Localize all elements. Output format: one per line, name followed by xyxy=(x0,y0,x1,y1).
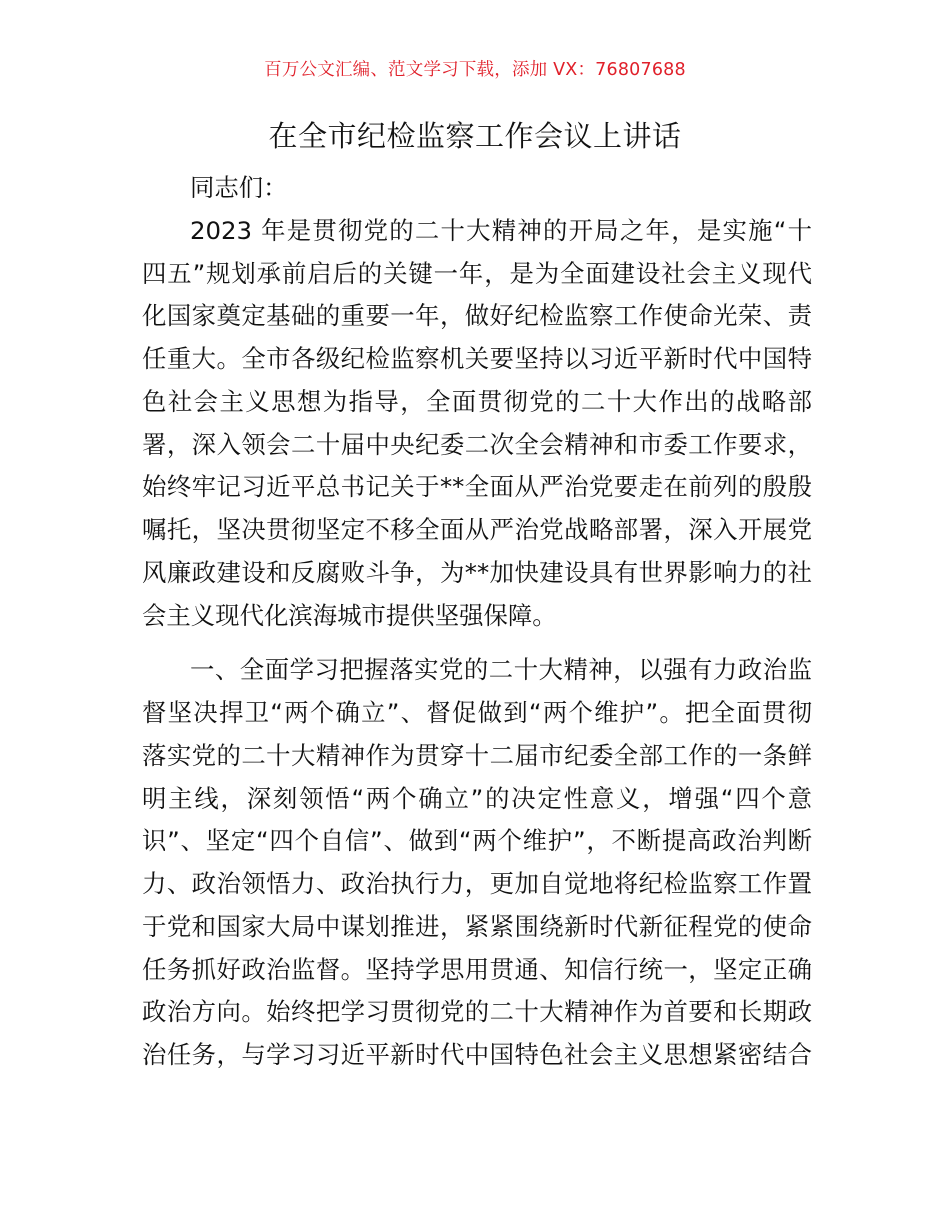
paragraph-line: 识”、坚定“四个自信”、做到“两个维护”，不断提高政治判断 xyxy=(142,826,812,856)
header-watermark-note: 百万公文汇编、范文学习下载，添加 VX：76807688 xyxy=(264,60,686,80)
paragraph-line: 任务抓好政治监督。坚持学思用贯通、知信行统一，坚定正确 xyxy=(142,954,812,984)
paragraph-line: 四五”规划承前启后的关键一年，是为全面建设社会主义现代 xyxy=(142,258,812,288)
paragraph-line: 于党和国家大局中谋划推进，紧紧围绕新时代新征程党的使命 xyxy=(142,911,812,941)
paragraph-line: 始终牢记习近平总书记关于**全面从严治党要走在前列的殷殷 xyxy=(142,472,812,502)
paragraph-line: 风廉政建设和反腐败斗争，为**加快建设具有世界影响力的社 xyxy=(142,557,812,587)
paragraph-line: 督坚决捍卫“两个确立”、督促做到“两个维护”。把全面贯彻 xyxy=(142,698,812,727)
paragraph-line: 2023 年是贯彻党的二十大精神的开局之年，是实施“十 xyxy=(190,215,812,245)
paragraph-line: 嘱托，坚决贯彻坚定不移全面从严治党战略部署，深入开展党 xyxy=(142,515,812,544)
paragraph-line: 治任务，与学习习近平新时代中国特色社会主义思想紧密结合 xyxy=(142,1040,812,1069)
paragraph-line: 会主义现代化滨海城市提供坚强保障。 xyxy=(142,600,557,630)
document-body xyxy=(142,167,812,1077)
salutation: 同志们： xyxy=(190,173,288,202)
paragraph-line: 力、政治领悟力、政治执行力，更加自觉地将纪检监察工作置 xyxy=(142,869,812,898)
paragraph-line: 落实党的二十大精神作为贯穿十二届市纪委全部工作的一条鲜 xyxy=(142,740,812,770)
paragraph-line: 化国家奠定基础的重要一年，做好纪检监察工作使命光荣、责 xyxy=(142,301,812,331)
paragraph-2-section-one xyxy=(142,649,812,1077)
document-title: 在全市纪检监察工作会议上讲话 xyxy=(268,119,682,153)
paragraph-line: 色社会主义思想为指导，全面贯彻党的二十大作出的战略部 xyxy=(142,386,812,416)
paragraph-line: 明主线，深刻领悟“两个确立”的决定性意义，增强“四个意 xyxy=(142,783,812,813)
section-heading-line: 一、全面学习把握落实党的二十大精神，以强有力政治监 xyxy=(190,655,812,685)
paragraph-1 xyxy=(142,210,812,638)
paragraph-line: 署，深入领会二十届中央纪委二次全会精神和市委工作要求， xyxy=(142,429,812,459)
paragraph-line: 任重大。全市各级纪检监察机关要坚持以习近平新时代中国特 xyxy=(142,344,812,373)
paragraph-spacer xyxy=(142,637,812,649)
paragraph-line: 政治方向。始终把学习贯彻党的二十大精神作为首要和长期政 xyxy=(142,997,812,1027)
